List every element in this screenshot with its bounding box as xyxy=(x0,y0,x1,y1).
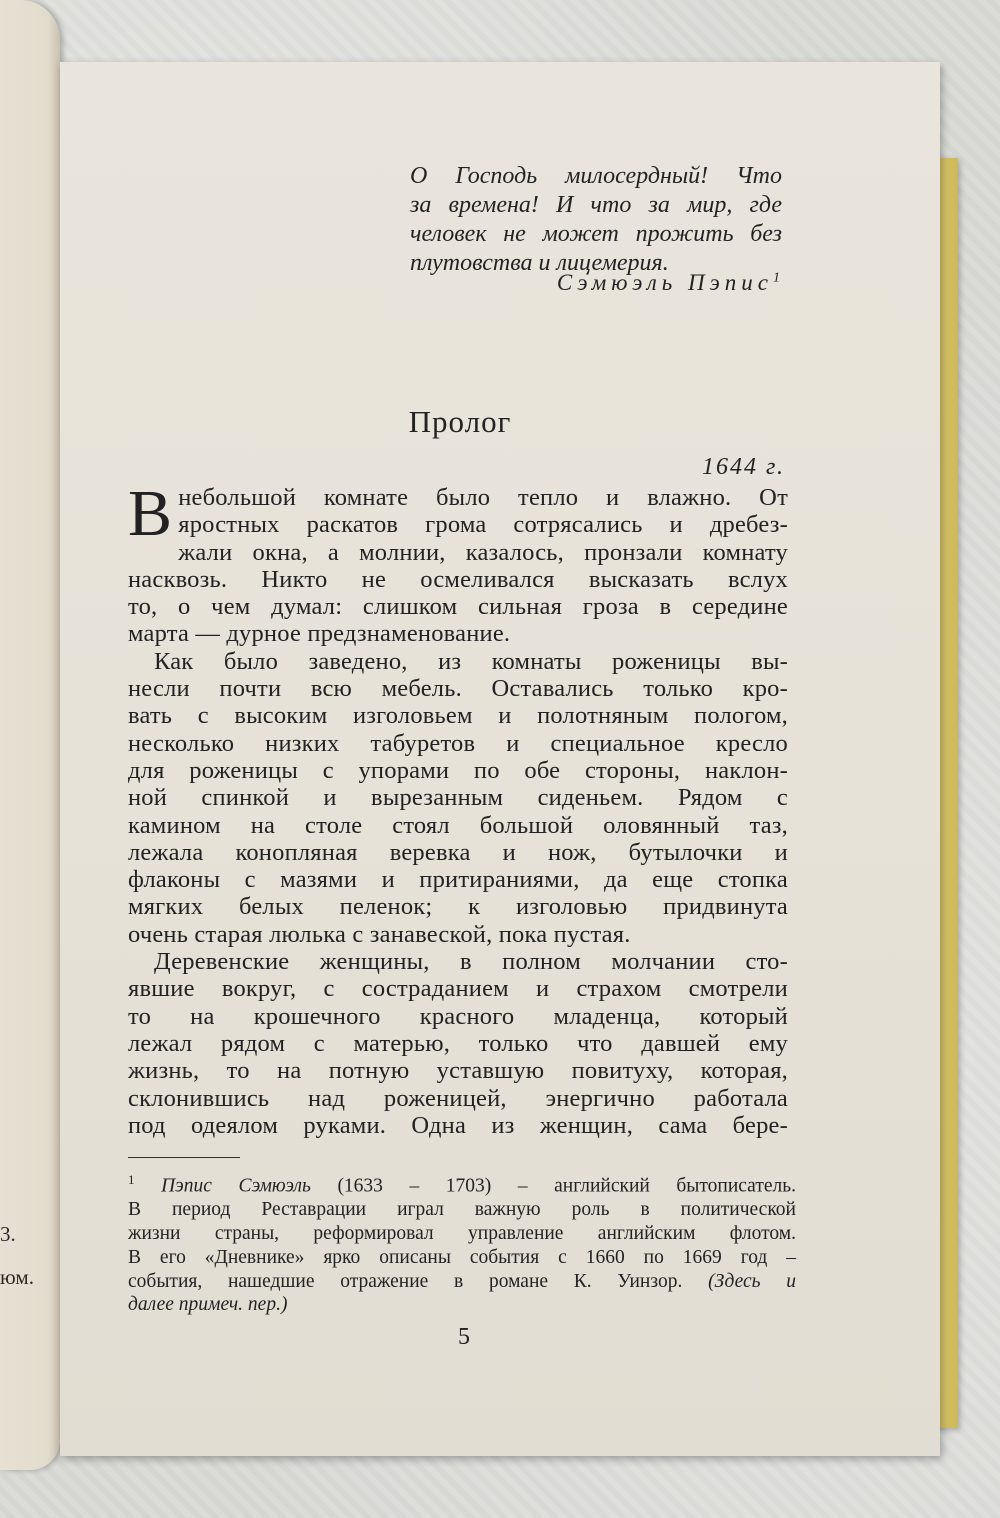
page-number: 5 xyxy=(458,1324,470,1350)
footnote-line: В период Реставрации играл важную роль в политической xyxy=(128,1199,796,1221)
left-page-edge xyxy=(0,0,60,1470)
footnote-note: далее примеч. пер.) xyxy=(128,1294,288,1316)
left-page-fragment: 3. xyxy=(0,1222,16,1246)
text-line: марта — дурное предзнаменование. xyxy=(128,620,511,648)
text-line: жали окна, а молнии, казалось, пронзали комнату xyxy=(178,538,788,566)
footnote-line xyxy=(128,1168,796,1198)
footnote-line: В его «Дневнике» ярко описаны события с 1660 по 1669 год – xyxy=(128,1246,796,1268)
left-page-fragment: юм. xyxy=(0,1265,34,1289)
author-footnote-marker: 1 xyxy=(773,270,780,286)
footnote-text: события, нашедшие отражение в романе К. Уинзор. xyxy=(128,1270,683,1292)
epigraph-author xyxy=(557,270,780,296)
footnote-rule xyxy=(128,1157,240,1158)
book-page xyxy=(60,62,940,1456)
epigraph xyxy=(410,162,782,278)
text-line: мягких белых пеленок; к изголовью придвинута xyxy=(128,893,788,921)
epigraph-line: О Господь милосердный! Что xyxy=(410,163,782,189)
text-line: для роженицы с упорами по обе стороны, наклон- xyxy=(128,756,788,784)
chapter-date: 1644 г. xyxy=(701,454,785,480)
text-line: склонившись над роженицей, энергично работала xyxy=(128,1084,788,1112)
text-line: Как было заведено, из комнаты роженицы вы- xyxy=(154,647,788,675)
epigraph-line: плутовства и лицемерия. xyxy=(410,250,669,276)
footnote xyxy=(128,1168,796,1317)
footnote-marker: 1 xyxy=(128,1172,135,1187)
text-line: камином на столе стоял большой оловянный таз, xyxy=(128,811,788,839)
author-name: Сэмюэль Пэпис xyxy=(556,270,773,295)
epigraph-line: за времена! И что за мир, где xyxy=(410,192,782,218)
text-line: под одеялом руками. Одна из женщин, сама бере- xyxy=(128,1111,788,1139)
epigraph-line: человек не может прожить без xyxy=(410,221,782,247)
footnote-note: (Здесь и xyxy=(708,1270,797,1292)
text-line: то на крошечного красного младенца, который xyxy=(128,1002,788,1030)
text-line: ной спинкой и вырезанным сиденьем. Рядом с xyxy=(128,784,788,812)
text-line: яростных раскатов грома сотрясались и дребез- xyxy=(178,511,788,539)
body-text xyxy=(128,477,788,1139)
footnote-name: Пэпис Сэмюэль xyxy=(161,1175,311,1197)
chapter-title: Пролог xyxy=(408,404,512,439)
text-line: Деревенские женщины, в полном молчании сто- xyxy=(154,948,788,976)
text-line: насквозь. Никто не осмеливался высказать вслух xyxy=(128,565,788,593)
text-line: вать с высоким изголовьем и полотняным пологом, xyxy=(128,702,788,730)
text-line: лежала конопляная веревка и нож, бутылочки и xyxy=(128,838,788,866)
text-line: несли почти всю мебель. Оставались только кро- xyxy=(128,675,788,703)
text-line: то, о чем думал: слишком сильная гроза в середине xyxy=(128,593,788,621)
footnote-line xyxy=(128,1293,796,1317)
footnote-line: жизни страны, реформировал управление английским флотом. xyxy=(128,1223,796,1245)
drop-cap: В xyxy=(128,477,173,550)
text-line: лежал рядом с матерью, только что давшей ему xyxy=(128,1029,788,1057)
text-line: флаконы с мазями и притираниями, да еще стопка xyxy=(128,866,788,894)
footnote-text: (1633 – 1703) – английский бытописатель. xyxy=(337,1175,797,1197)
text-line: очень старая люлька с занавеской, пока пустая. xyxy=(128,920,631,948)
text-line: небольшой комнате было тепло и влажно. От xyxy=(178,484,788,511)
text-line: несколько низких табуретов и специальное кресло xyxy=(128,729,788,757)
footnote-line xyxy=(128,1270,796,1294)
text-line: явшие вокруг, с состраданием и страхом смотрели xyxy=(128,975,788,1003)
text-line: жизнь, то на потную уставшую повитуху, которая, xyxy=(128,1057,788,1085)
